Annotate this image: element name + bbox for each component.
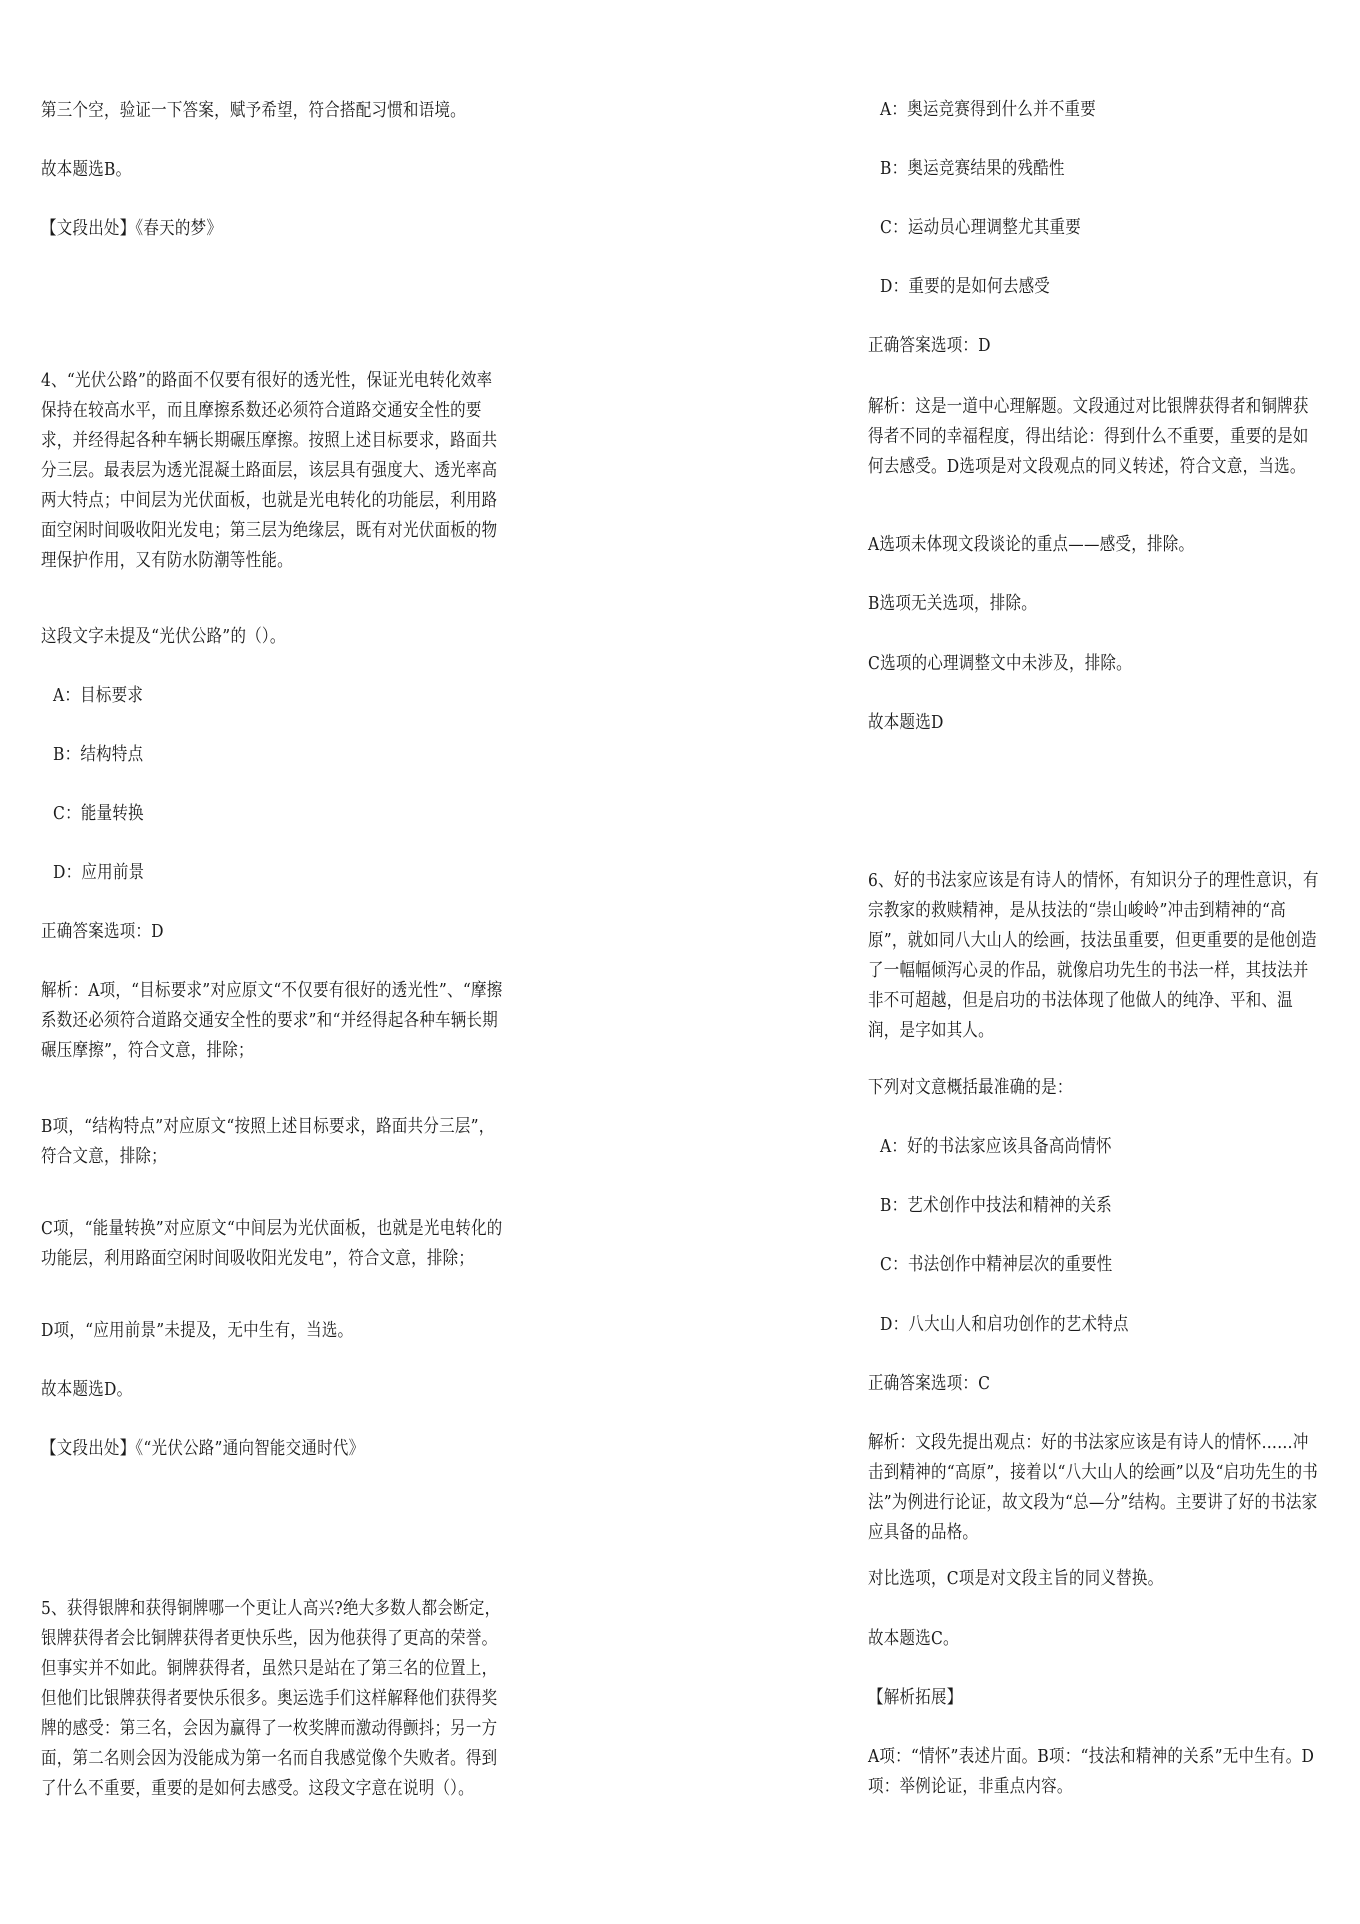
q5-analysis: 解析：这是一道中心理解题。文段通过对比银牌获得者和铜牌获得者不同的幸福程度，得出结论：得到什么不重要，重要的是如何去感受。D选项是对文段观点的同义转述，符合文意，当选。 — [868, 396, 1309, 477]
q4-conclusion: 故本题选D。 — [41, 1379, 133, 1400]
q6-answer: 正确答案选项：C — [868, 1373, 991, 1394]
q6-question: 下列对文意概括最准确的是： — [868, 1077, 1073, 1098]
q6-extension-heading: 【解析拓展】 — [868, 1687, 963, 1708]
q4-analysis-a: 解析：A项，“目标要求”对应原文“不仅要有很好的透光性”、“摩擦系数还必须符合道路交通安全性的要求”和“并经得起各种车辆长期碾压摩擦”，符合文意，排除； — [41, 980, 503, 1061]
q6-conclusion: 故本题选C。 — [868, 1628, 959, 1649]
q6-compare: 对比选项，C项是对文段主旨的同义替换。 — [868, 1568, 1164, 1589]
q5-answer: 正确答案选项：D — [868, 335, 991, 356]
q4-answer: 正确答案选项：D — [41, 921, 164, 942]
q6-analysis: 解析：文段先提出观点：好的书法家应该是有诗人的情怀……冲击到精神的“高原”，接着以“八大山人的绘画”以及“启功先生的书法”为例进行论证，故文段为“总—分”结构。主要讲了好的书法家应具备的品格。 — [868, 1432, 1319, 1543]
q4-stem: 4、“光伏公路”的路面不仅要有很好的透光性，保证光电转化效率保持在较高水平，而且摩擦系数还必须符合道路交通安全性的要求，并经得起各种车辆长期碾压摩擦。按照上述目标要求，路面共分三层。最表层为透光混凝土路面层，该层具有强度大、透光率高两大特点；中间层为光伏面板，也就是光电转化的功能层，利用路面空闲时间吸收阳光发电；第三层为绝缘层，既有对光伏面板的物理保护作用，又有防水防潮等性能。 — [41, 370, 498, 571]
q4-option-c: C：能量转换 — [53, 803, 144, 824]
q5-note-c: C选项的心理调整文中未涉及，排除。 — [868, 653, 1132, 674]
q4-source: 【文段出处】《“光伏公路”通向智能交通时代》 — [41, 1438, 365, 1459]
q4-option-a: A：目标要求 — [53, 685, 144, 706]
q6-option-a: A：好的书法家应该具备高尚情怀 — [880, 1136, 1112, 1157]
q5-option-b: B：奥运竞赛结果的残酷性 — [880, 158, 1065, 179]
q6-option-c: C：书法创作中精神层次的重要性 — [880, 1254, 1113, 1275]
q5-option-c: C：运动员心理调整尤其重要 — [880, 217, 1081, 238]
q5-note-a: A选项未体现文段谈论的重点——感受，排除。 — [868, 534, 1195, 555]
q4-analysis-c: C项，“能量转换”对应原文“中间层为光伏面板，也就是光电转化的功能层，利用路面空闲时间吸收阳光发电”，符合文意，排除； — [41, 1218, 503, 1269]
q5-option-d: D：重要的是如何去感受 — [880, 276, 1051, 297]
prev-conclusion: 故本题选B。 — [41, 159, 132, 180]
q6-option-d: D：八大山人和启功创作的艺术特点 — [880, 1314, 1129, 1335]
q6-option-b: B：艺术创作中技法和精神的关系 — [880, 1195, 1112, 1216]
q5-option-a: A：奥运竞赛得到什么并不重要 — [880, 99, 1097, 120]
q5-stem: 5、获得银牌和获得铜牌哪一个更让人高兴?绝大多数人都会断定，银牌获得者会比铜牌获得者更快乐些，因为他获得了更高的荣誉。但事实并不如此。铜牌获得者，虽然只是站在了第三名的位置上，但他们比银牌获得者要快乐很多。奥运选手们这样解释他们获得奖牌的感受：第三名，会因为赢得了一枚奖牌而激动得颤抖；另一方面，第二名则会因为没能成为第一名而自我感觉像个失败者。得到了什么不重要，重要的是如何去感受。这段文字意在说明（）。 — [41, 1598, 501, 1799]
q6-stem: 6、好的书法家应该是有诗人的情怀，有知识分子的理性意识，有宗教家的救赎精神，是从技法的“崇山峻岭”冲击到精神的“高原”，就如同八大山人的绘画，技法虽重要，但更重要的是他创造了一幅幅倾泻心灵的作品，就像启功先生的书法一样，其技法并非不可超越，但是启功的书法体现了他做人的纯净、平和、温润，是字如其人。 — [868, 870, 1319, 1041]
q6-extension-text: A项：“情怀”表述片面。B项：“技法和精神的关系”无中生有。D项：举例论证，非重点内容。 — [868, 1746, 1315, 1797]
q4-question: 这段文字未提及“光伏公路”的（）。 — [41, 626, 286, 647]
q4-option-b: B：结构特点 — [53, 744, 144, 765]
q5-conclusion: 故本题选D — [868, 712, 944, 733]
prev-source: 【文段出处】《春天的梦》 — [41, 218, 223, 239]
q5-note-b: B选项无关选项，排除。 — [868, 593, 1038, 614]
q4-option-d: D：应用前景 — [53, 862, 145, 883]
q4-analysis-b: B项，“结构特点”对应原文“按照上述目标要求，路面共分三层”，符合文意，排除； — [41, 1116, 495, 1167]
q4-analysis-d: D项，“应用前景”未提及，无中生有，当选。 — [41, 1320, 354, 1341]
prev-analysis-tail: 第三个空，验证一下答案，赋予希望，符合搭配习惯和语境。 — [41, 100, 466, 121]
